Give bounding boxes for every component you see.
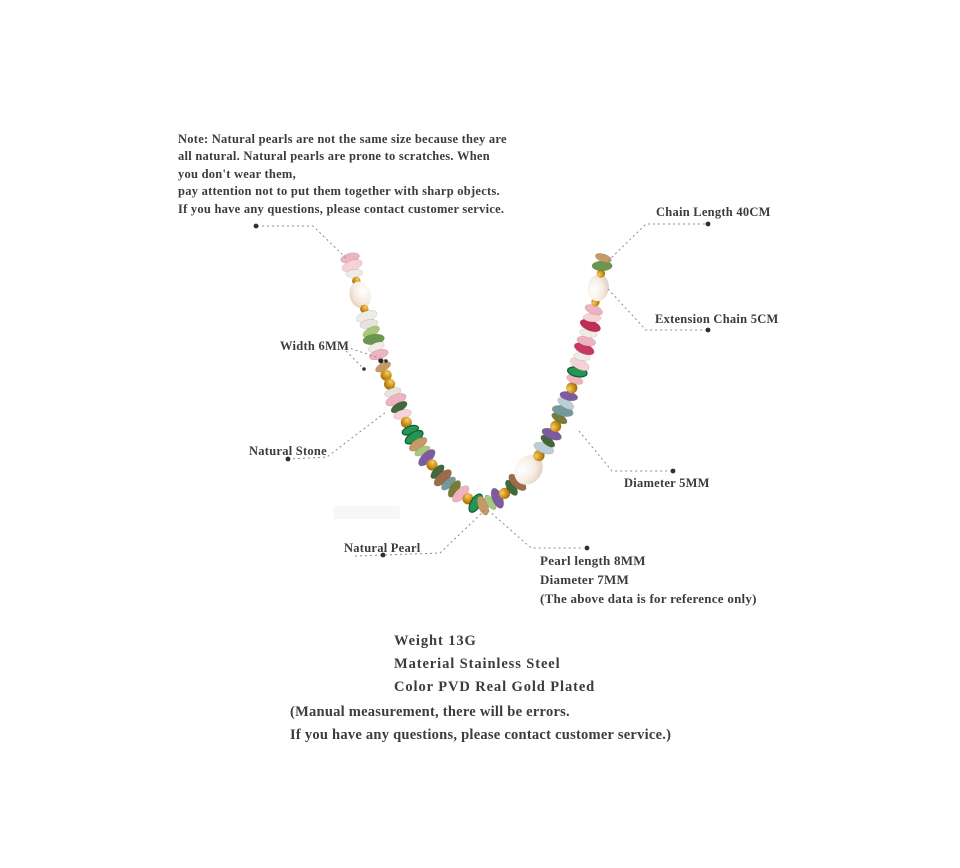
pearl-length-leader-line bbox=[488, 510, 584, 548]
disclaimer-line: (Manual measurement, there will be errors. bbox=[290, 704, 570, 720]
color-line: Color PVD Real Gold Plated bbox=[394, 679, 596, 695]
disclaimer-line: If you have any questions, please contact customer service.) bbox=[290, 727, 672, 743]
note-line: If you have any questions, please contact customer service. bbox=[178, 201, 505, 216]
diameter-dot bbox=[671, 469, 676, 474]
pearl-diameter-label: Diameter 7MM bbox=[540, 571, 630, 587]
diameter-label: Diameter 5MM bbox=[624, 476, 710, 490]
note-line: you don't wear them, bbox=[178, 166, 296, 181]
pearl-length-dot bbox=[585, 546, 590, 551]
natural-stone-label: Natural Stone bbox=[249, 444, 327, 458]
reference-note-label: (The above data is for reference only) bbox=[540, 590, 757, 606]
specs-block bbox=[394, 630, 595, 699]
disclaimer-block bbox=[290, 701, 671, 747]
weight-line: Weight 13G bbox=[394, 633, 477, 649]
bead-pearl bbox=[585, 273, 611, 303]
note-line: pay attention not to put them together with sharp objects. bbox=[178, 184, 500, 199]
chain-length-dot bbox=[706, 222, 711, 227]
chain-length-leader-line bbox=[608, 224, 706, 261]
pearl-length-label: Pearl length 8MM bbox=[540, 553, 646, 568]
note-leader-dot bbox=[254, 224, 259, 229]
necklace-beads bbox=[340, 251, 613, 517]
note-leader-line bbox=[257, 226, 348, 260]
note-line: all natural. Natural pearls are prone to scratches. When bbox=[178, 149, 490, 164]
diameter-leader-line bbox=[579, 431, 671, 471]
natural-pearl-label: Natural Pearl bbox=[344, 541, 421, 555]
width-label: Width 6MM bbox=[280, 339, 350, 353]
extension-chain-dot bbox=[706, 328, 711, 333]
chain-length-label: Chain Length 40CM bbox=[656, 205, 771, 219]
material-line: Material Stainless Steel bbox=[394, 656, 561, 672]
width-dot-2 bbox=[362, 367, 366, 371]
width-dot-1 bbox=[384, 359, 388, 363]
pearl-specs-block bbox=[540, 552, 757, 608]
extension-chain-label: Extension Chain 5CM bbox=[655, 312, 779, 326]
bead-pearl bbox=[346, 279, 374, 311]
note-line: Note: Natural pearls are not the same size because they are bbox=[178, 132, 507, 146]
